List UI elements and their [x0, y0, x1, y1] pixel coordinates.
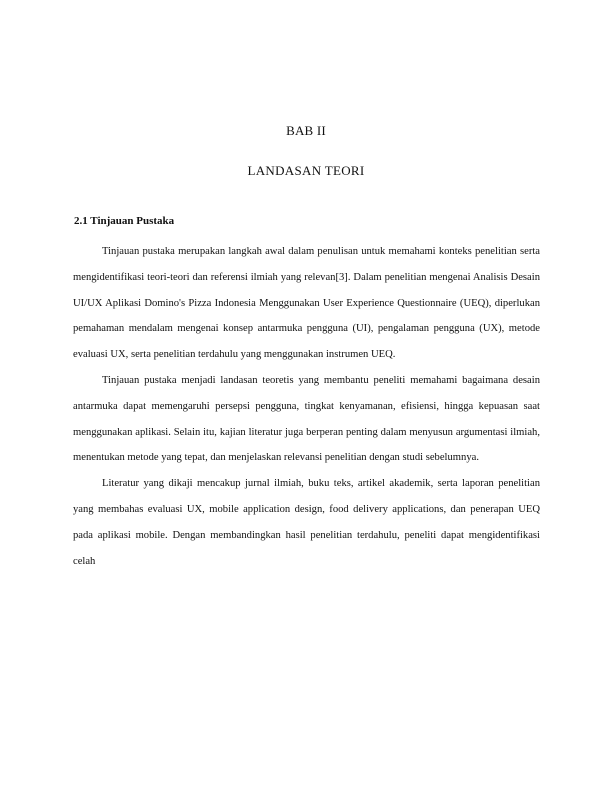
- paragraph-1: Tinjauan pustaka merupakan langkah awal dalam penulisan untuk memahami konteks penelitian serta mengidentifikasi teori-teori dan referensi ilmiah yang relevan[3]. Dalam penelitian mengenai Analisis Desain UI/UX Aplikasi Domino's Pizza Indonesia Menggunakan User Experience Questionnaire (UEQ), diperlukan pemahaman mendalam mengenai konsep antarmuka pengguna (UI), pengalaman pengguna (UX), metode evaluasi UX, serta penelitian terdahulu yang menggunakan instrumen UEQ.: [73, 246, 540, 361]
- chapter-title: LANDASAN TEORI: [247, 163, 365, 178]
- chapter-number: BAB II: [286, 123, 326, 138]
- section-heading: 2.1 Tinjauan Pustaka: [74, 215, 175, 227]
- body-text: [73, 239, 540, 574]
- paragraph-2: Tinjauan pustaka menjadi landasan teoretis yang membantu peneliti memahami bagaimana desain antarmuka dapat memengaruhi persepsi pengguna, tingkat kenyamanan, efisiensi, hingga kepuasan saat menggunakan aplikasi. Selain itu, kajian literatur juga berperan penting dalam menyusun argumentasi ilmiah, menentukan metode yang tepat, dan menjelaskan relevansi penelitian dengan studi sebelumnya.: [73, 374, 540, 464]
- paragraph-3: Literatur yang dikaji mencakup jurnal ilmiah, buku teks, artikel akademik, serta laporan penelitian yang membahas evaluasi UX, mobile application design, food delivery applications, dan penerapan UEQ pada aplikasi mobile. Dengan membandingkan hasil penelitian terdahulu, peneliti dapat mengidentifikasi celah: [73, 478, 540, 567]
